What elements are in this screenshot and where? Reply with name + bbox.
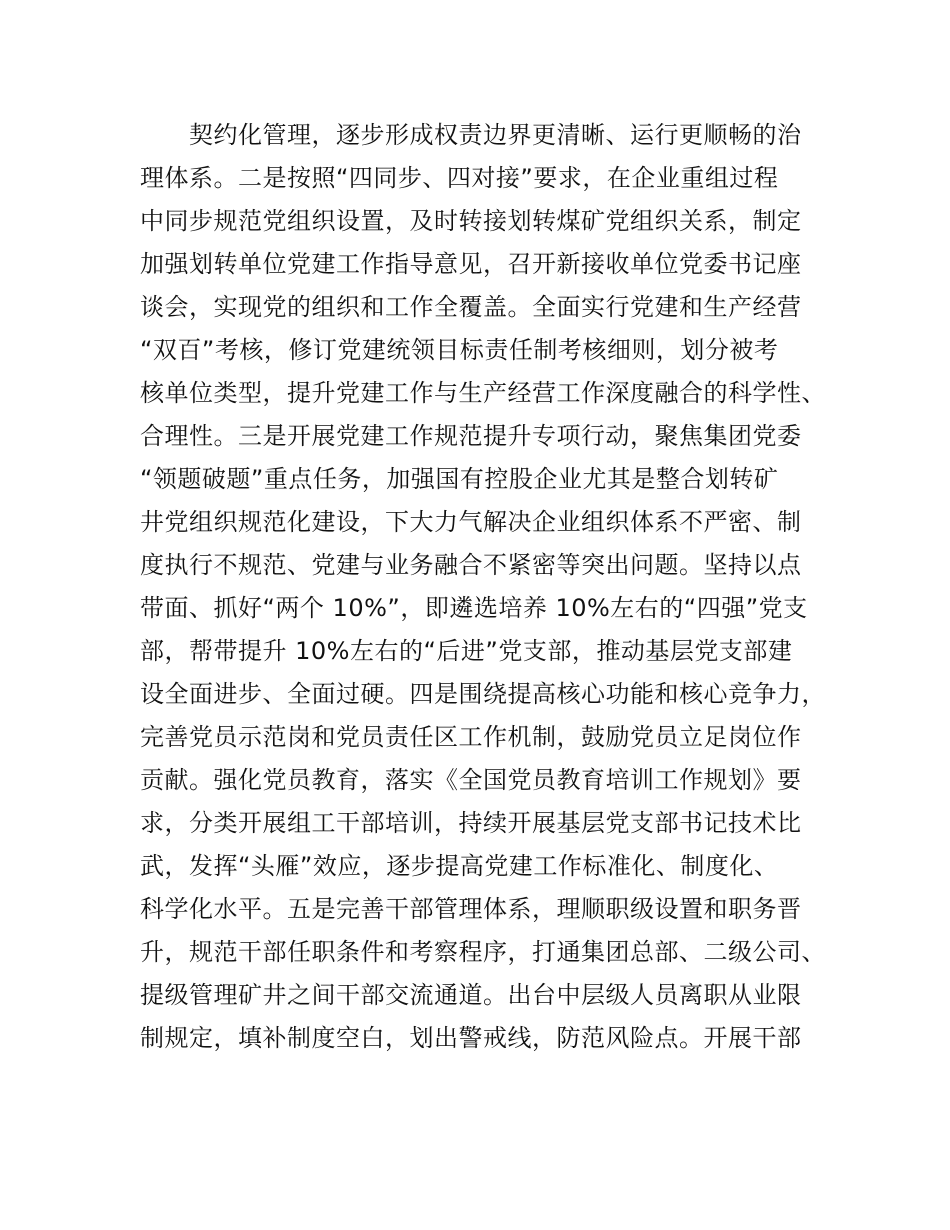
text-line: 科学化水平。五是完善干部管理体系，理顺职级设置和职务晋 (140, 895, 802, 923)
text-line: 中同步规范党组织设置，及时转接划转煤矿党组织关系，制定 (140, 207, 802, 235)
text-line: 谈会，实现党的组织和工作全覆盖。全面实行党建和生产经营 (140, 293, 802, 321)
text-line: 制规定，填补制度空白，划出警戒线，防范风险点。开展干部 (140, 1024, 802, 1052)
text-line: 设全面进步、全面过硬。四是围绕提高核心功能和核心竞争力， (140, 680, 826, 708)
text-line: 度执行不规范、党建与业务融合不紧密等突出问题。坚持以点 (140, 551, 802, 579)
text-line: 核单位类型，提升党建工作与生产经营工作深度融合的科学性、 (140, 379, 826, 407)
text-line: 合理性。三是开展党建工作规范提升专项行动，聚焦集团党委 (140, 422, 802, 450)
text-line: 加强划转单位党建工作指导意见，召开新接收单位党委书记座 (140, 250, 802, 278)
text-line: 求，分类开展组工干部培训，持续开展基层党支部书记技术比 (140, 809, 802, 837)
body-paragraph (140, 114, 840, 1060)
text-line: “领题破题”重点任务，加强国有控股企业尤其是整合划转矿 (140, 465, 779, 493)
text-line: 武，发挥“头雁”效应，逐步提高党建工作标准化、制度化、 (140, 852, 779, 880)
text-line: 完善党员示范岗和党员责任区工作机制，鼓励党员立足岗位作 (140, 723, 802, 751)
text-line: 部，帮带提升 10%左右的“后进”党支部，推动基层党支部建 (140, 637, 793, 665)
text-line: 贡献。强化党员教育，落实《全国党员教育培训工作规划》要 (140, 766, 802, 794)
text-line: 提级管理矿井之间干部交流通道。出台中层级人员离职从业限 (140, 981, 802, 1009)
text-line: 带面、抓好“两个 10%”，即遴选培养 10%左右的“四强”党支 (140, 594, 808, 622)
text-line: 理体系。二是按照“四同步、四对接”要求，在企业重组过程 (140, 164, 779, 192)
text-line: “双百”考核，修订党建统领目标责任制考核细则，划分被考 (140, 336, 779, 364)
text-line: 升，规范干部任职条件和考察程序，打通集团总部、二级公司、 (140, 938, 826, 966)
text-line: 井党组织规范化建设，下大力气解决企业组织体系不严密、制 (140, 508, 802, 536)
text-line: 契约化管理，逐步形成权责边界更清晰、运行更顺畅的治 (189, 121, 802, 149)
